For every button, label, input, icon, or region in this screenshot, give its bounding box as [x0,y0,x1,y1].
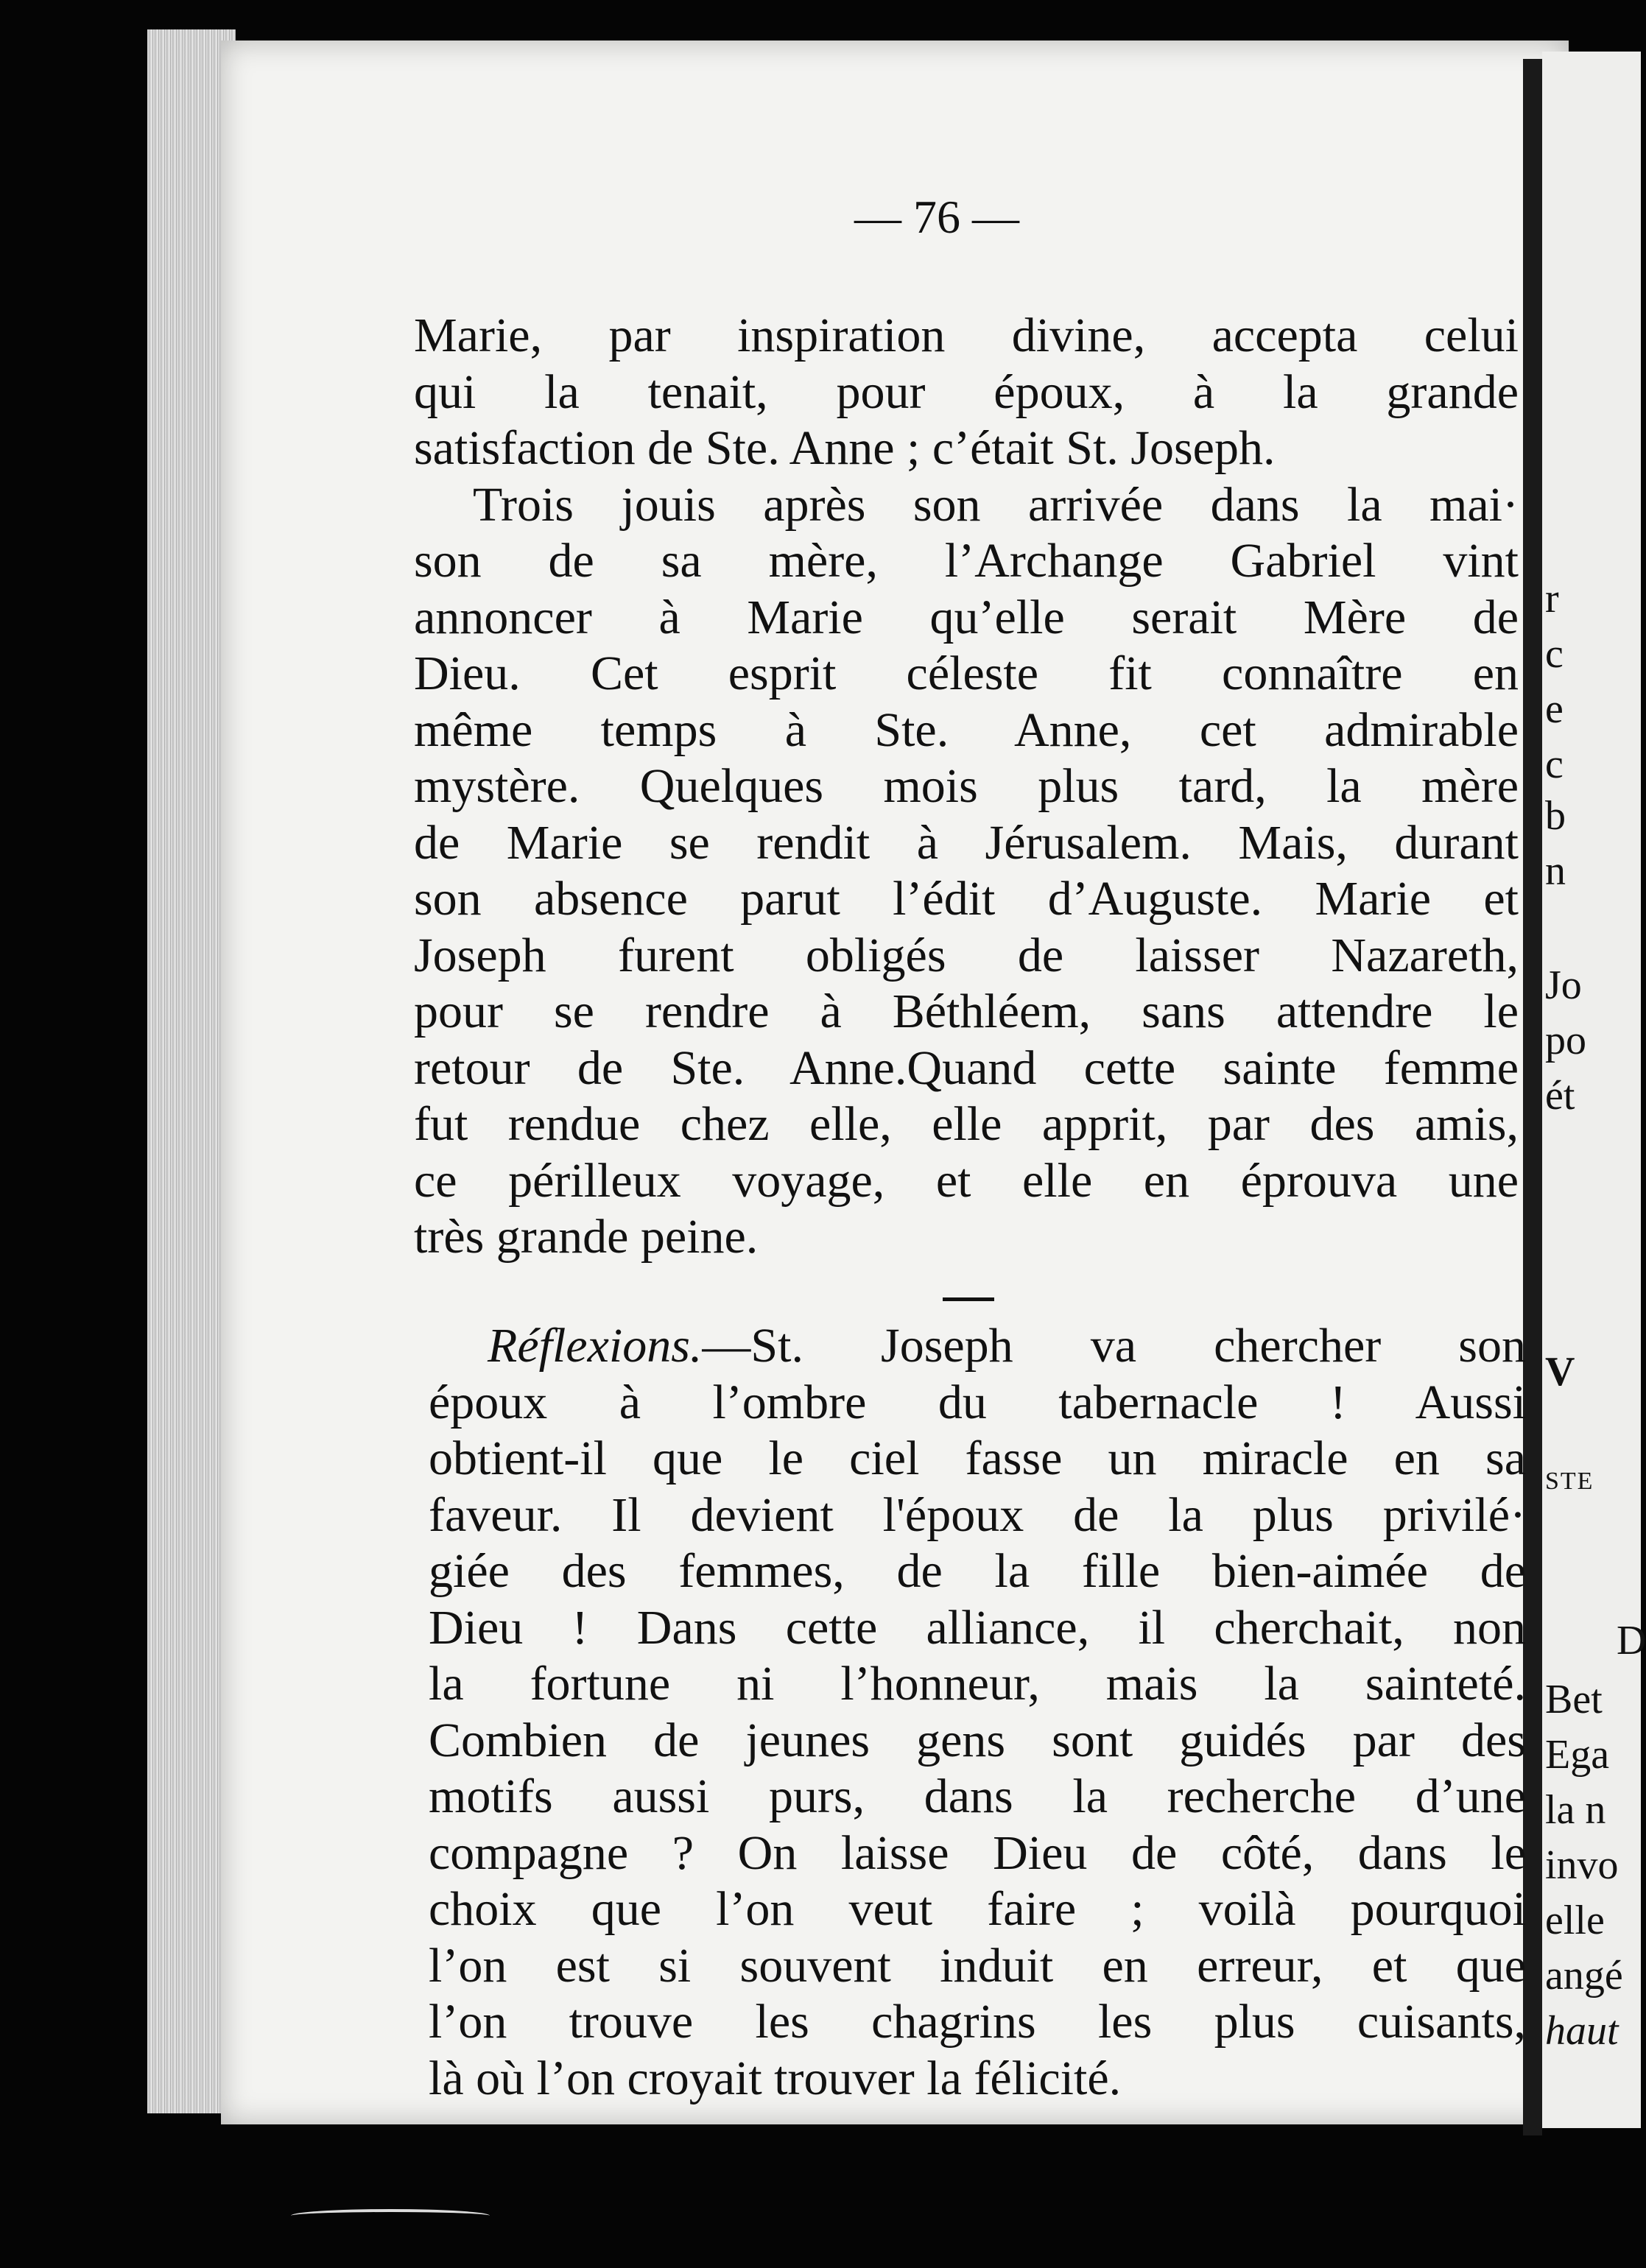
right-page-fragment: e [1545,686,1564,732]
right-page-fragment: Jo [1545,962,1582,1008]
text-line: Dieu. Cet esprit céleste fit connaître en [414,647,1519,700]
text-line: —St. Joseph va chercher son [702,1319,1526,1373]
right-page-fragment: invo [1545,1842,1619,1888]
film-scratch [291,2209,490,2222]
text-line: Dieu ! Dans cette alliance, il cherchait, non [429,1600,1526,1655]
right-page-fragment: r [1545,576,1559,621]
right-page-fragment: Ega [1545,1732,1610,1778]
right-page-fragment: angé [1545,1953,1623,1998]
text-line: l’on est si souvent induit en erreur, et que [429,1938,1526,1993]
text-line: fut rendue chez elle, elle apprit, par des amis, [414,1097,1519,1151]
text-line: Trois jouis après son arrivée dans la mai· [473,477,1519,532]
text-line: compagne ? On laisse Dieu de côté, dans le [429,1825,1526,1880]
text-line: qui la tenait, pour époux, à la grande [414,364,1519,419]
reflections-section [429,1318,1526,2107]
text-line: ce périlleux voyage, et elle en éprouva une [414,1153,1519,1208]
text-line: même temps à Ste. Anne, cet admirable [414,702,1519,757]
text-line: annoncer à Marie qu’elle serait Mère de [414,590,1519,644]
right-page-fragment: b [1545,793,1566,839]
reflections-label: Réflexions. [488,1319,703,1373]
text-line: l’on trouve les chagrins les plus cuisants, [429,1995,1526,2049]
right-page-fragment: c [1545,631,1564,677]
text-line: époux à l’ombre du tabernacle ! Aussi [429,1375,1526,1429]
section-divider [943,1297,994,1301]
right-page-fragment: Bet [1545,1677,1603,1722]
text-line: son de sa mère, l’Archange Gabriel vint [414,534,1519,588]
text-line: retour de Ste. Anne.Quand cette sainte femme [414,1040,1519,1095]
right-page-fragment: D [1617,1618,1646,1663]
text-line: son absence parut l’édit d’Auguste. Marie et [414,872,1519,926]
text-line: Combien de jeunes gens sont guidés par des [429,1713,1526,1767]
right-page-fragment: ét [1545,1073,1575,1119]
text-line: mystère. Quelques mois plus tard, la mère [414,759,1519,813]
reflections-first-line [429,1318,1526,1375]
right-page-fragment: haut [1545,2008,1619,2054]
right-page-fragment: V [1545,1349,1575,1395]
text-line: la fortune ni l’honneur, mais la sainteté. [429,1657,1526,1711]
text-line: choix que l’on veut faire ; voilà pourquoi [429,1882,1526,1936]
right-page-fragment: c [1545,742,1564,787]
text-line: faveur. Il devient l'époux de la plus privilé· [429,1487,1526,1542]
page-number: — 76 — [854,191,1019,243]
text-line: motifs aussi purs, dans la recherche d’une [429,1769,1526,1823]
text-line: de Marie se rendit à Jérusalem. Mais, durant [414,815,1519,870]
text-line: satisfaction de Ste. Anne ; c’était St. Joseph. [414,421,1276,475]
text-line: obtient-il que le ciel fasse un miracle en sa [429,1431,1526,1485]
right-page-fragment: STE [1545,1468,1594,1495]
text-line: pour se rendre à Béthléem, sans attendre le [414,985,1519,1038]
body-text [414,308,1519,1266]
right-page-fragment: la n [1545,1787,1606,1833]
text-line: giée des femmes, de la fille bien-aimée de [429,1544,1526,1598]
text-line: très grande peine. [414,1210,759,1264]
right-page-fragment: po [1545,1018,1586,1063]
right-page-fragment: elle [1545,1898,1605,1943]
text-line: Joseph furent obligés de laisser Nazareth, [414,928,1519,982]
text-line: là où l’on croyait trouver la félicité. [429,2051,1122,2105]
text-line: Marie, par inspiration divine, accepta celui [414,309,1519,362]
right-page-fragment: n [1545,848,1566,894]
